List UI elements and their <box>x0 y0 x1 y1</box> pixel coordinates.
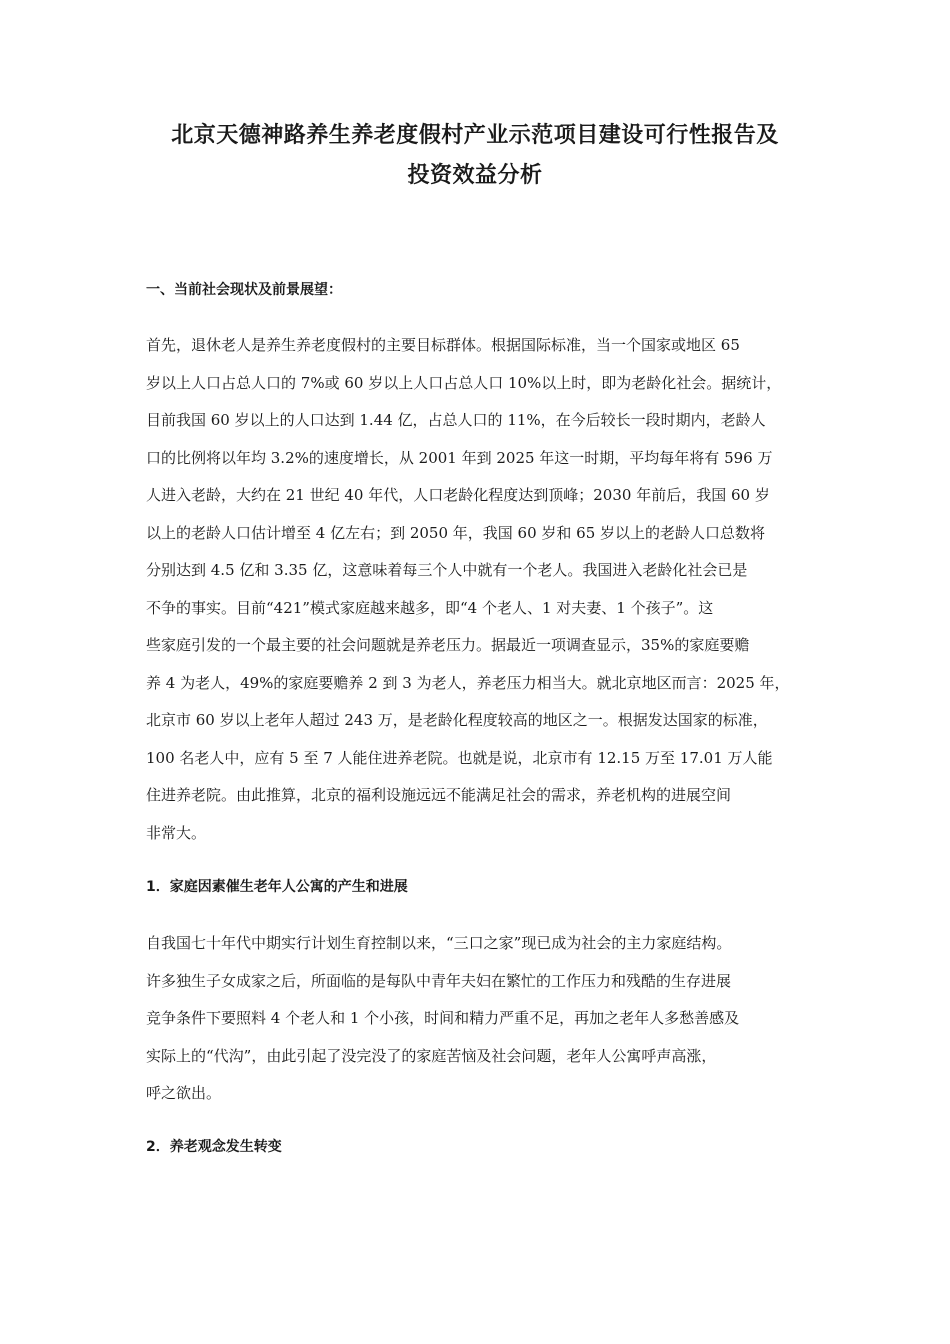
paragraph-line: 北京市 60 岁以上老年人超过 243 万，是老龄化程度较高的地区之一。根据发达国家的标准， <box>146 711 768 729</box>
paragraph-line: 首先，退休老人是养生养老度假村的主要目标群体。根据国际标准，当一个国家或地区 65 <box>146 336 740 354</box>
paragraph-line: 不争的事实。目前“421”模式家庭越来越多，即“4 个老人、1 对夫妻、1 个孩子”。这 <box>146 598 714 617</box>
subsection-heading-2: 2．养老观念发生转变 <box>146 1139 282 1155</box>
paragraph-line: 人进入老龄，大约在 21 世纪 40 年代，人口老龄化程度达到顶峰；2030 年前后，我国 60 岁 <box>146 486 770 504</box>
paragraph-line: 竞争条件下要照料 4 个老人和 1 个小孩，时间和精力严重不足，再加之老年人多愁善感及 <box>146 1009 740 1027</box>
subsection-1-paragraph <box>146 925 816 1113</box>
subsection-heading-1: 1．家庭因素催生老年人公寓的产生和进展 <box>146 879 408 895</box>
paragraph-line: 养 4 为老人，49%的家庭要赡养 2 到 3 为老人，养老压力相当大。就北京地区而言：2025 年， <box>146 673 790 692</box>
paragraph-line: 岁以上人口占总人口的 7%或 60 岁以上人口占总人口 10%以上时，即为老龄化社会。据统计， <box>146 373 782 392</box>
title-line-1: 北京天德神路养生养老度假村产业示范项目建设可行性报告及 <box>171 123 779 148</box>
paragraph-line: 实际上的“代沟”，由此引起了没完没了的家庭苦恼及社会问题，老年人公寓呼声高涨， <box>146 1046 717 1065</box>
paragraph-line: 目前我国 60 岁以上的人口达到 1.44 亿，占总人口的 11%，在今后较长一段时期内，老龄人 <box>146 411 766 429</box>
paragraph-line: 口的比例将以年均 3.2%的速度增长，从 2001 年到 2025 年这一时期，平均每年将有 596 万 <box>146 448 773 467</box>
paragraph-line: 许多独生子女成家之后，所面临的是每队中青年夫妇在繁忙的工作压力和残酷的生存进展 <box>146 971 732 990</box>
paragraph-line: 自我国七十年代中期实行计划生育控制以来，“三口之家”现已成为社会的主力家庭结构。 <box>146 934 732 952</box>
section-1-paragraph <box>146 327 816 852</box>
section-heading-1: 一、当前社会现状及前景展望： <box>146 282 342 298</box>
paragraph-line: 住进养老院。由此推算，北京的福利设施远远不能满足社会的需求，养老机构的进展空间 <box>146 786 732 804</box>
paragraph-line: 呼之欲出。 <box>146 1084 222 1102</box>
paragraph-line: 100 名老人中，应有 5 至 7 人能住进养老院。也就是说，北京市有 12.15 万至 17.01 万人能 <box>146 748 773 767</box>
paragraph-line: 非常大。 <box>146 823 207 842</box>
paragraph-line: 些家庭引发的一个最主要的社会问题就是养老压力。据最近一项调查显示，35%的家庭要赡 <box>146 636 750 654</box>
paragraph-line: 分别达到 4.5 亿和 3.35 亿，这意味着每三个人中就有一个老人。我国进入老龄化社会已是 <box>146 561 748 579</box>
title-line-2: 投资效益分析 <box>407 163 543 188</box>
document-title <box>120 116 830 196</box>
paragraph-line: 以上的老龄人口估计增至 4 亿左右；到 2050 年，我国 60 岁和 65 岁以上的老龄人口总数将 <box>146 523 766 542</box>
